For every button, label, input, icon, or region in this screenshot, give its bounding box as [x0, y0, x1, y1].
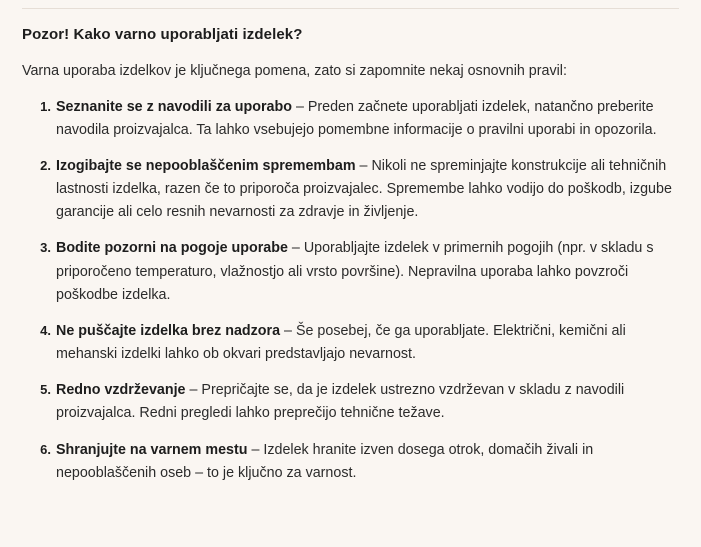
page-title: Pozor! Kako varno uporabljati izdelek?: [22, 26, 303, 43]
list-item: [56, 439, 679, 485]
rule-body: – Še posebej, če ga uporabljate. Električni, kemični ali mehanski izdelki lahko ob okvari predstavljajo nevarnost.: [56, 322, 626, 363]
rule-title: Shranjujte na varnem mestu: [56, 441, 248, 458]
rule-body: – Nikoli ne spreminjajte konstrukcije ali tehničnih lastnosti izdelka, razen če to priporoča proizvajalec. Spremembe lahko vodijo do poškodb, izgube garancije ali celo resnih nevarnosti za zdravje in življenje.: [56, 157, 672, 221]
rule-title: Ne puščajte izdelka brez nadzora: [56, 322, 281, 339]
rule-title: Bodite pozorni na pogoje uporabe: [56, 240, 288, 257]
list-item: [56, 237, 679, 306]
rule-title: Redno vzdrževanje: [56, 382, 186, 399]
list-item: [56, 155, 679, 224]
rule-body: – Uporabljajte izdelek v primernih pogojih (npr. v skladu s priporočeno temperaturo, vlažnostjo ali vrsto površine). Nepravilna uporaba lahko povzroči poškodbe izdelka.: [56, 240, 654, 303]
rule-body: – Preden začnete uporabljati izdelek, natančno preberite navodila proizvajalca. Ta lahko vsebujejo pomembne informacije o pravilni uporabi in opozorila.: [56, 98, 657, 138]
rule-body: – Izdelek hranite izven dosega otrok, domačih živali in nepooblaščenih oseb – to je ključno za varnost.: [56, 441, 594, 481]
rule-title: Seznanite se z navodili za uporabo: [56, 98, 292, 115]
rule-body: – Prepričajte se, da je izdelek ustrezno vzdrževan v skladu z navodili proizvajalca. Redni pregledi lahko preprečijo tehnične težave.: [56, 382, 625, 422]
horizontal-divider: [22, 8, 679, 9]
intro-paragraph: Varna uporaba izdelkov je ključnega pomena, zato si zapomnite nekaj osnovnih pravil:: [22, 62, 567, 79]
list-item: [56, 320, 679, 366]
safety-rules-list: [22, 96, 679, 485]
list-item: [56, 96, 679, 142]
list-item: [56, 379, 679, 425]
rule-title: Izogibajte se nepooblaščenim spremembam: [56, 157, 356, 174]
